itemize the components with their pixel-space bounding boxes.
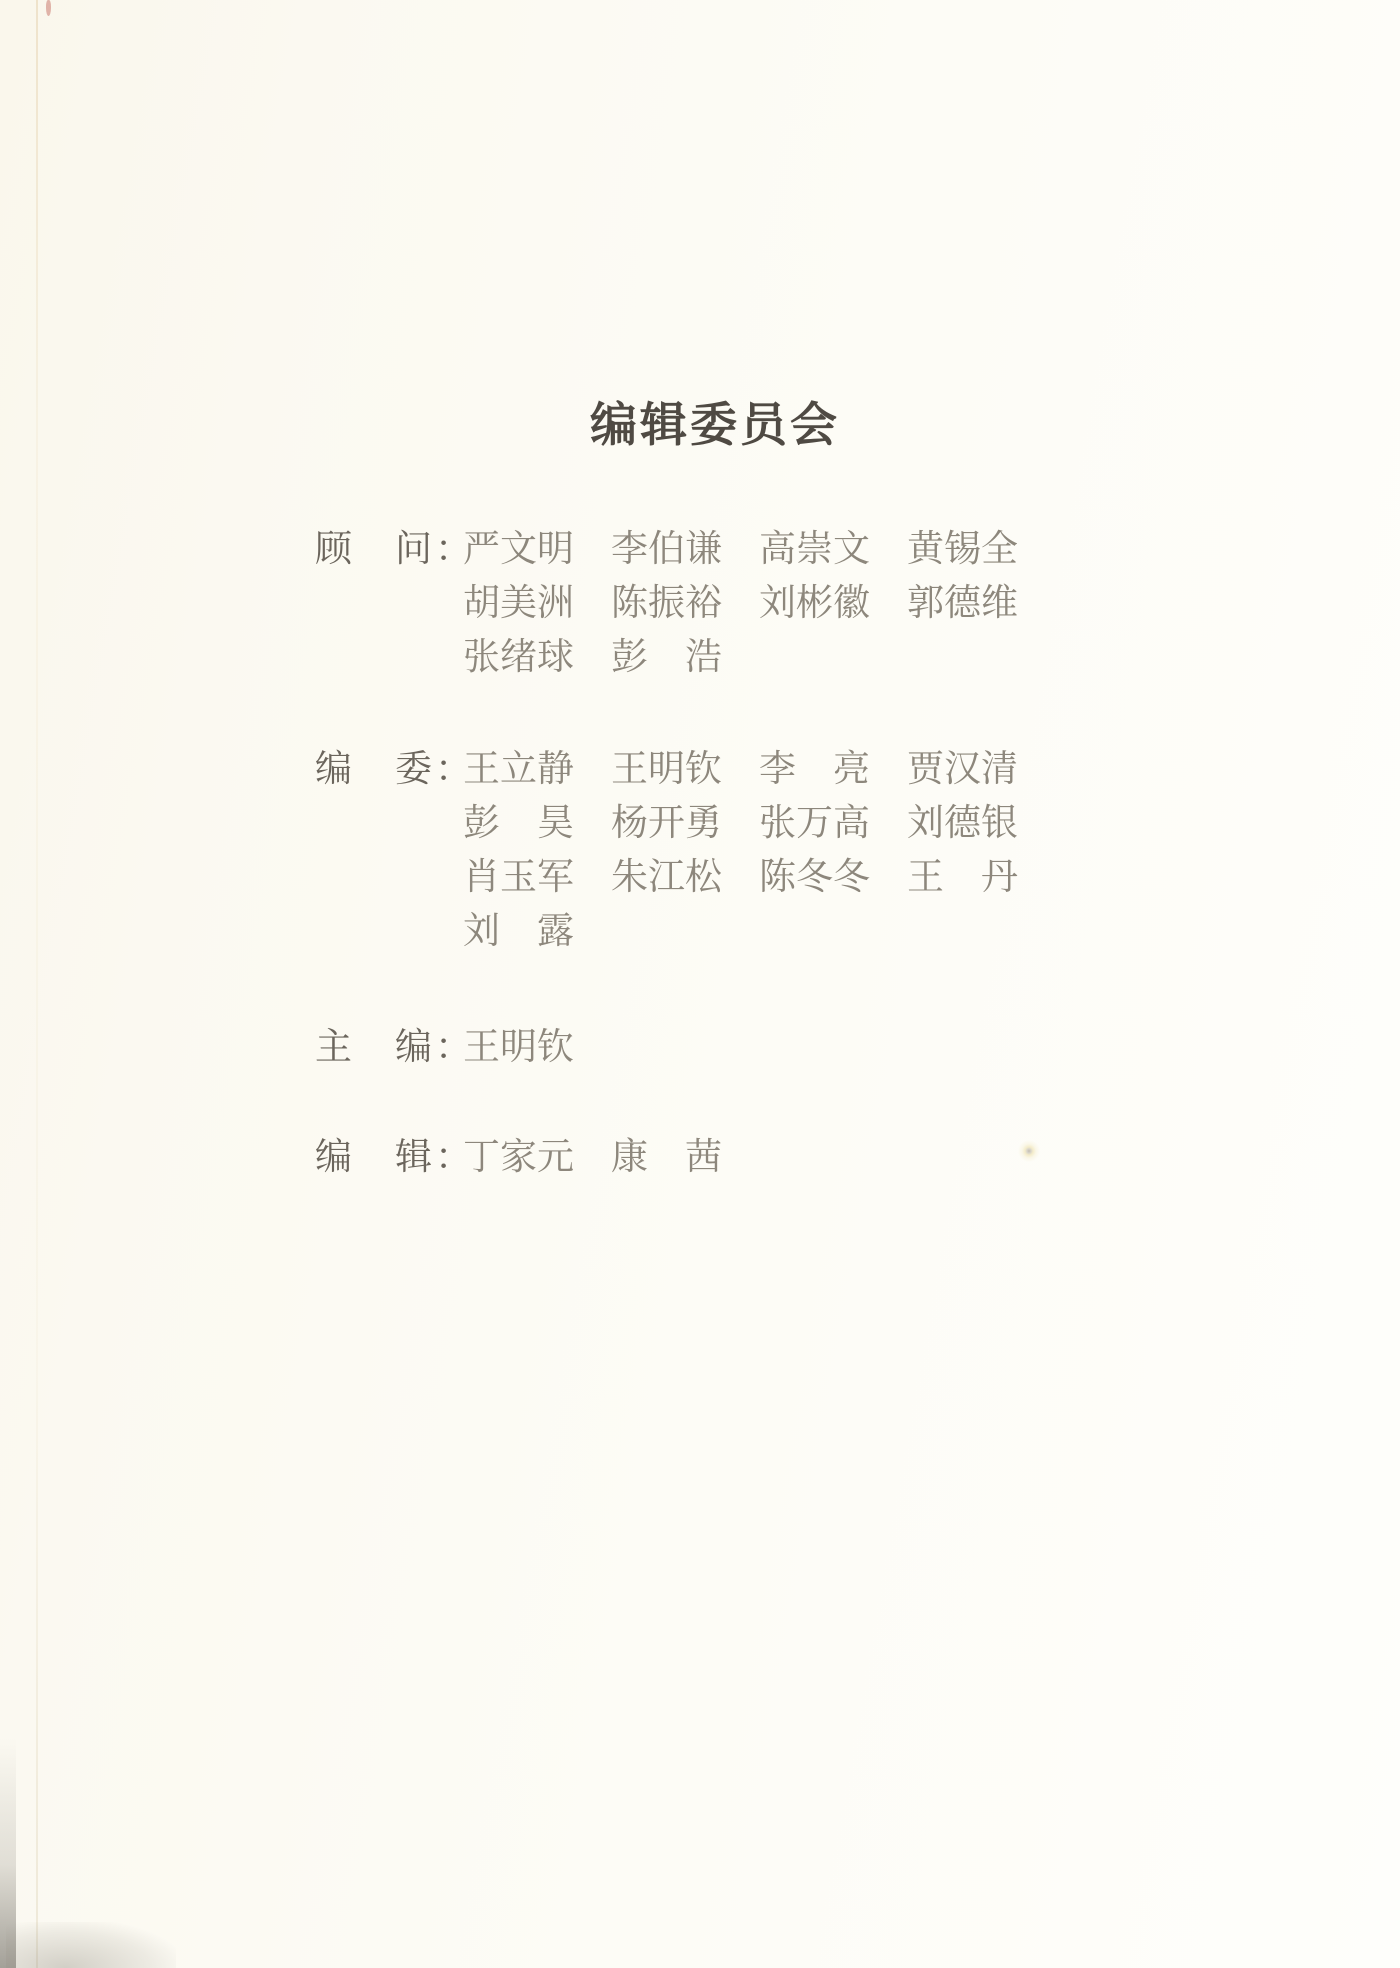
committee-row [315, 518, 1215, 572]
member-name: 胡美洲 [463, 583, 574, 624]
member-name: 贾汉清 [907, 749, 1018, 790]
committee-row [315, 572, 1215, 626]
member-name: 刘彬徽 [759, 583, 870, 624]
committee-row [315, 738, 1215, 792]
committee-row [315, 1016, 1215, 1070]
section-label: 主 编： [315, 1027, 475, 1068]
member-name: 严文明 [463, 529, 574, 570]
section-editorial-board [315, 738, 1215, 954]
section-editors [315, 1126, 1215, 1180]
member-name: 朱江松 [611, 857, 722, 898]
committee-row [315, 1126, 1215, 1180]
page-title: 编辑委员会 [590, 400, 840, 452]
section-label: 编 辑： [315, 1137, 475, 1178]
member-name: 刘德银 [907, 803, 1018, 844]
member-name: 张万高 [759, 803, 870, 844]
member-name: 黄锡全 [907, 529, 1018, 570]
member-name: 高崇文 [759, 529, 870, 570]
paper-crease-line [36, 0, 38, 1968]
member-name: 王立静 [463, 749, 574, 790]
member-name: 陈振裕 [611, 583, 722, 624]
committee-row [315, 626, 1215, 680]
member-name: 郭德维 [907, 583, 1018, 624]
committee-row [315, 846, 1215, 900]
section-label: 顾 问： [315, 529, 475, 570]
member-name: 李 亮 [759, 749, 870, 790]
member-name: 肖玉军 [463, 857, 574, 898]
member-name: 张绪球 [463, 637, 574, 678]
committee-row [315, 900, 1215, 954]
member-name: 刘 露 [463, 911, 574, 952]
bottom-left-corner-shadow [6, 1922, 176, 1968]
member-name: 陈冬冬 [759, 857, 870, 898]
committee-row [315, 792, 1215, 846]
member-name: 李伯谦 [611, 529, 722, 570]
member-name: 王明钦 [463, 1027, 574, 1068]
section-label: 编 委： [315, 749, 475, 790]
member-name: 杨开勇 [611, 803, 722, 844]
member-name: 王 丹 [907, 857, 1018, 898]
member-name: 康 茜 [611, 1137, 722, 1178]
red-ink-speck [46, 0, 51, 16]
section-advisors [315, 518, 1215, 680]
section-chief-editor [315, 1016, 1215, 1070]
member-name: 彭 浩 [611, 637, 722, 678]
member-name: 彭 昊 [463, 803, 574, 844]
member-name: 王明钦 [611, 749, 722, 790]
member-name: 丁家元 [463, 1137, 574, 1178]
